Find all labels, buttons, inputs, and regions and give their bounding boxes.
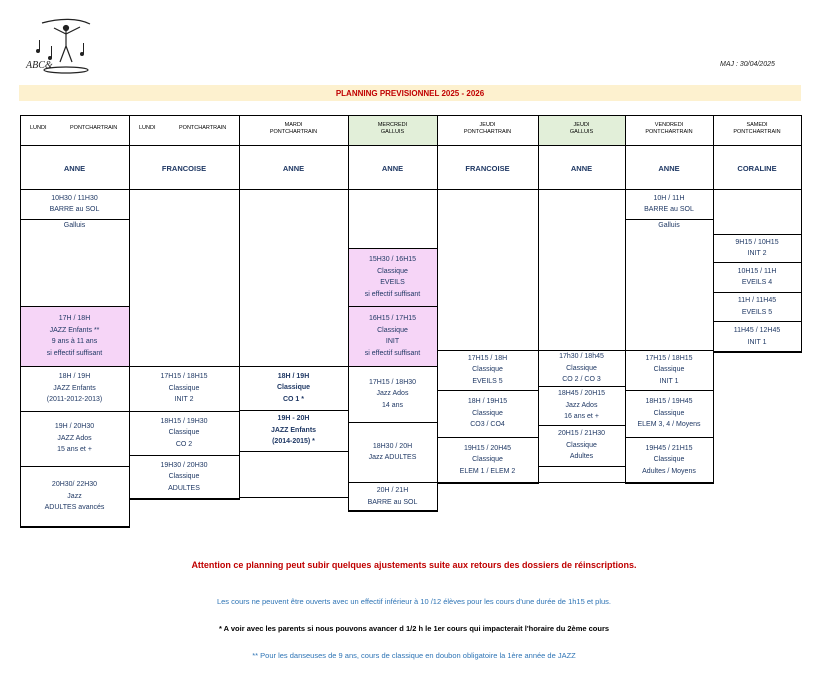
class-info [437,443,538,478]
class-line: BARRE au SOL [49,206,100,213]
double-star-note: ** Pour les danseuses de 9 ans, cours de classique en doubon obligatoire la 1ère année de JAZZ [252,651,576,660]
page-title: PLANNING PREVISIONNEL 2025 - 2026 [335,89,485,98]
place-label: PONTCHARTRAIN [179,125,227,131]
day-label: MARDI [284,122,303,128]
class-line: Classique [472,456,503,464]
class-line: 18H / 19H [277,372,310,380]
class-line: INIT 2 [747,250,767,257]
teacher-name: ANNE [282,164,305,173]
class-line: EVEILS 5 [472,377,503,385]
star-note: * A voir avec les parents si nous pouvons avancer d 1/2 h le 1er cours qui impacterait l'horaire du 2ème cours [218,624,610,633]
teacher-name: FRANCOISE [161,164,207,173]
class-info [348,377,437,412]
class-line: CO 2 [175,440,193,448]
class-line: JAZZ Enfants ** [49,326,100,334]
class-line: JAZZ Ados [57,434,92,442]
class-line: BARRE au SOL [644,206,694,213]
class-line: Adultes [569,453,594,461]
class-line: 20H30/ 22H30 [51,481,98,489]
class-line: 19H45 / 21H15 [645,444,693,452]
class-line: 18H15 / 19H30 [160,417,208,425]
class-line: 17h30 / 18h45 [559,353,604,360]
class-line: Classique [377,267,408,275]
class-line: 20H15 / 21H30 [557,430,606,438]
class-info [129,460,239,495]
class-info [129,416,239,451]
class-line: 18H / 19H15 [467,398,508,406]
class-info [713,266,801,289]
day-label: VENDREDI [654,122,684,128]
teacher-name: ANNE [658,164,680,173]
class-line: Classique [168,384,200,392]
class-slot[interactable] [625,219,714,351]
class-line: INIT [385,338,400,345]
class-line: 18H30 / 20H [372,442,413,450]
class-line: Classique [653,456,685,464]
logo-text: ABC& [26,60,53,71]
class-line: Jazz [67,492,82,500]
place-label: GALLUIS [569,129,594,135]
day-label: MERCREDI [377,122,408,128]
class-line: INIT 2 [174,396,194,404]
class-line: Classique [276,384,311,392]
day-label: JEUDI [479,122,496,128]
class-line: CO3 / CO4 [470,421,505,429]
place-label: PONTCHARTRAIN [70,125,118,131]
class-line: Classique [168,429,200,437]
class-line: ADULTES avancés [44,504,105,512]
class-line: Classique [566,441,597,449]
class-line: 17H15 / 18H15 [645,354,693,362]
class-info [538,388,625,423]
class-line: INIT 1 [747,338,767,346]
place-label: PONTCHARTRAIN [733,129,781,135]
class-line: 10H / 11H [653,194,685,202]
class-info [348,254,437,300]
class-info [713,325,801,348]
class-line: JAZZ Enfants [270,426,317,434]
class-line: 16 ans et + [564,413,599,421]
class-line: (2014-2015) * [272,438,315,446]
place-label: GALLUIS [380,129,405,135]
class-line: Classique [472,409,503,417]
teacher-name: ANNE [381,164,404,173]
class-info [437,353,538,388]
place-label: PONTCHARTRAIN [269,129,318,135]
class-line: Classique [472,366,503,374]
class-line: 10H15 / 11H [737,267,777,275]
class-info [538,351,625,386]
class-info [538,428,625,463]
class-info [713,237,801,260]
place-label: PONTCHARTRAIN [645,129,693,135]
class-line: si effectif suffisant [46,349,103,357]
class-line: 19H15 / 20H45 [463,444,512,452]
day-label: SAMEDI [746,122,768,128]
class-info [625,353,713,388]
class-line: 9H15 / 10H15 [735,238,779,246]
class-line: 16H15 / 17H15 [368,315,417,322]
class-line: 15 ans et + [57,446,92,454]
class-line: Adultes / Moyens [642,467,696,475]
class-info [20,220,129,232]
class-info [625,396,713,431]
day-label: LUNDI [30,125,47,131]
warning-note: Attention ce planning peut subir quelques ajustements suite aux retours des dossiers de réinscriptions. [191,560,637,570]
class-line: 15H30 / 16H15 [368,256,417,263]
class-info [348,485,437,508]
info-note: Les cours ne peuvent être ouverts avec un effectif inférieur à 10 /12 élèves pour les cours d'une durée de 1h15 et plus. [216,597,612,606]
class-slot[interactable] [20,219,130,307]
class-line: Classique [653,409,685,417]
class-info [348,441,437,464]
class-info [20,421,129,456]
class-line: 18H15 / 19H45 [645,398,693,406]
class-line: si effectif suffisant [364,349,421,357]
class-line: 17H15 / 18H [467,354,508,362]
class-line: 19H / 20H30 [54,423,95,431]
class-info [437,396,538,431]
class-line: EVEILS 5 [741,308,773,316]
class-line: (2011-2012-2013) [46,396,103,404]
class-line: CO 1 * [282,395,304,403]
class-info [625,193,713,216]
class-info [348,313,437,359]
class-line: 11H / 11H45 [737,297,777,304]
class-line: Galluis [63,222,86,229]
teacher-name: FRANCOISE [465,164,510,173]
class-line: 20H / 21H [376,487,409,494]
class-line: Classique [168,473,200,481]
class-line: ADULTES [168,484,200,492]
class-line: ELEM 3, 4 / Moyens [637,421,701,429]
class-info [20,479,129,514]
class-line: CO 2 / CO 3 [562,376,601,383]
class-line: 10H30 / 11H30 [51,194,98,202]
class-line: 18H45 / 20H15 [557,390,606,398]
class-info [625,220,713,232]
class-line: 11H45 / 12H45 [733,327,781,334]
class-info [625,443,713,478]
class-info [20,371,129,406]
class-line: INIT 1 [659,377,679,385]
class-line: 17H15 / 18H30 [368,378,417,386]
place-label: PONTCHARTRAIN [463,129,512,135]
class-line: 19H30 / 20H30 [160,461,208,469]
teacher-name: CORALINE [737,164,777,173]
class-info [239,371,348,406]
class-line: EVEILS 4 [741,279,773,286]
class-info [20,193,129,216]
class-line: 17H15 / 18H15 [160,373,208,381]
teacher-name: ANNE [63,164,86,173]
class-line: Jazz Ados [376,390,409,398]
class-line: 17H / 18H [58,315,91,322]
class-line: BARRE au SOL [367,498,418,506]
class-line: Jazz Ados [565,401,598,409]
class-line: si effectif suffisant [364,290,421,298]
class-line: Classique [377,326,408,334]
class-line: ELEM 1 / ELEM 2 [459,467,516,475]
class-line: Jazz ADULTES [368,454,417,461]
class-line: EVEILS [380,279,405,286]
class-info [713,295,801,318]
class-line: 18H / 19H [58,373,91,381]
day-label: JEUDI [573,122,590,128]
class-line: Classique [566,364,597,372]
class-info [239,413,348,448]
day-label: LUNDI [139,125,156,131]
teacher-name: ANNE [570,164,593,173]
class-info [20,313,129,359]
class-line: Galluis [658,222,680,229]
class-line: JAZZ Enfants [53,384,96,392]
class-line: Classique [653,366,685,374]
class-info [129,371,239,406]
class-line: 19H - 20H [277,415,310,423]
class-line: 9 ans à 11 ans [51,338,98,345]
class-line: 14 ans [381,401,404,409]
update-date: MAJ : 30/04/2025 [720,61,775,68]
